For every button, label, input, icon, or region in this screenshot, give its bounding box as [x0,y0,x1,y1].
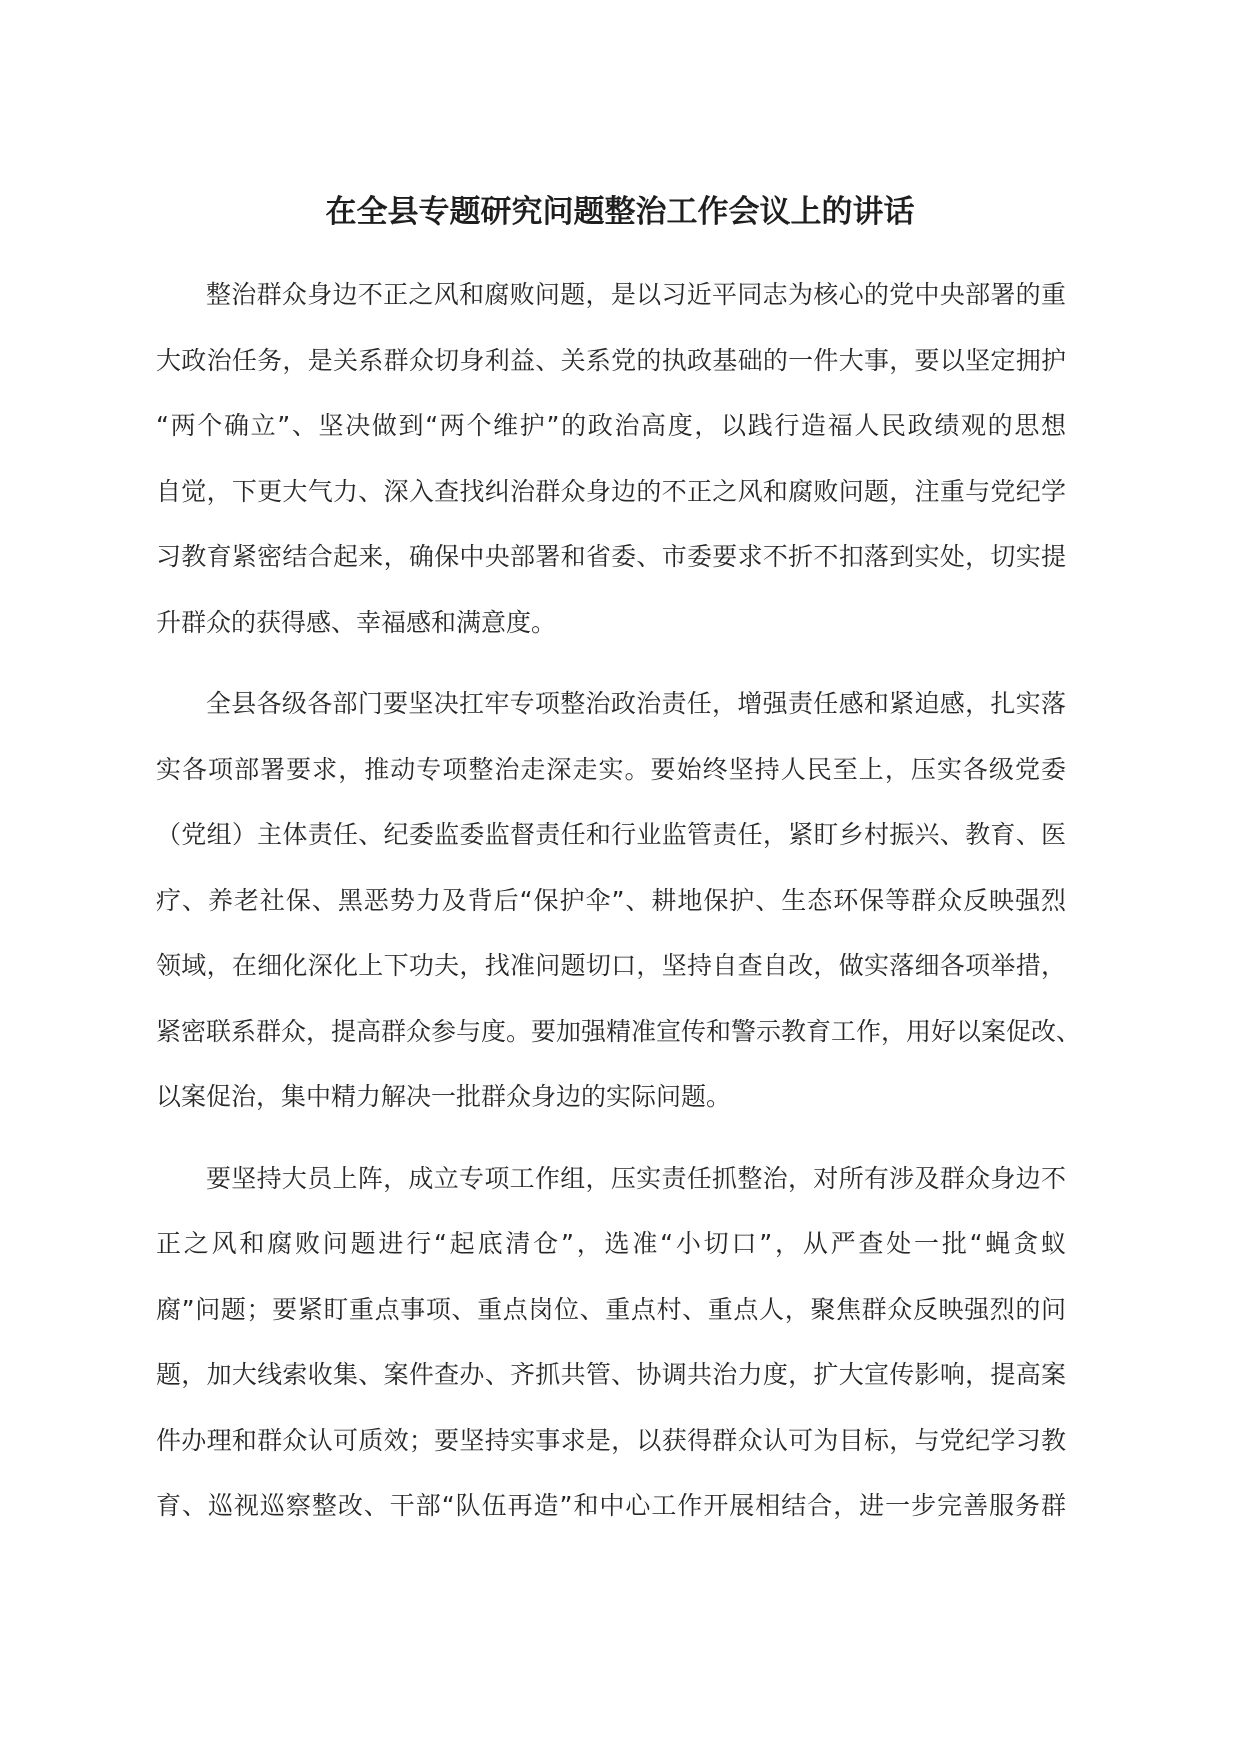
paragraph-line: “两个确立”、坚决做到“两个维护”的政治高度，以践行造福人民政绩观的思想 [156,411,1066,440]
paragraph-line: 紧密联系群众，提高群众参与度。要加强精准宣传和警示教育工作，用好以案促改、 [156,1016,1082,1046]
paragraph-line: 实各项部署要求，推动专项整治走深走实。要始终坚持人民至上，压实各级党委 [156,754,1066,784]
paragraph-line: 习教育紧密结合起来，确保中央部署和省委、市委要求不折不扣落到实处，切实提 [156,542,1066,571]
paragraph-line: 领域，在细化深化上下功夫，找准问题切口，坚持自查自改，做实落细各项举措， [156,951,1066,980]
paragraph-line: 腐”问题；要紧盯重点事项、重点岗位、重点村、重点人，聚焦群众反映强烈的问 [156,1294,1066,1324]
paragraph-line: 要坚持大员上阵，成立专项工作组，压实责任抓整治，对所有涉及群众身边不 [206,1163,1066,1193]
paragraph-3 [156,1146,1066,1539]
paragraph-line: 升群众的获得感、幸福感和满意度。 [156,607,557,637]
paragraph-line: 育、巡视巡察整改、干部“队伍再造”和中心工作开展相结合，进一步完善服务群 [156,1491,1066,1520]
paragraph-line: 以案促治，集中精力解决一批群众身边的实际问题。 [156,1082,732,1111]
paragraph-line: 整治群众身边不正之风和腐败问题，是以习近平同志为核心的党中央部署的重 [206,280,1066,309]
paragraph-2 [156,671,1082,1130]
paragraph-line: 件办理和群众认可质效；要坚持实事求是，以获得群众认可为目标，与党纪学习教 [156,1425,1066,1455]
document-title: 在全县专题研究问题整治工作会议上的讲话 [325,194,915,230]
paragraph-line: 正之风和腐败问题进行“起底清仓”，选准“小切口”，从严查处一批“蝇贪蚁 [156,1229,1066,1258]
document-body [156,262,1082,1555]
paragraph-line: 自觉，下更大气力、深入查找纠治群众身边的不正之风和腐败问题，注重与党纪学 [156,476,1066,506]
paragraph-line: （党组）主体责任、纪委监委监督责任和行业监管责任，紧盯乡村振兴、教育、医 [156,820,1066,849]
paragraph-line: 题，加大线索收集、案件查办、齐抓共管、协调共治力度，扩大宣传影响，提高案 [156,1360,1066,1389]
paragraph-line: 疗、养老社保、黑恶势力及背后“保护伞”、耕地保护、生态环保等群众反映强烈 [156,885,1066,915]
paragraph-line: 大政治任务，是关系群众切身利益、关系党的执政基础的一件大事，要以坚定拥护 [156,345,1066,375]
paragraph-1 [156,262,1066,655]
paragraph-line: 全县各级各部门要坚决扛牢专项整治政治责任，增强责任感和紧迫感，扎实落 [206,689,1066,718]
